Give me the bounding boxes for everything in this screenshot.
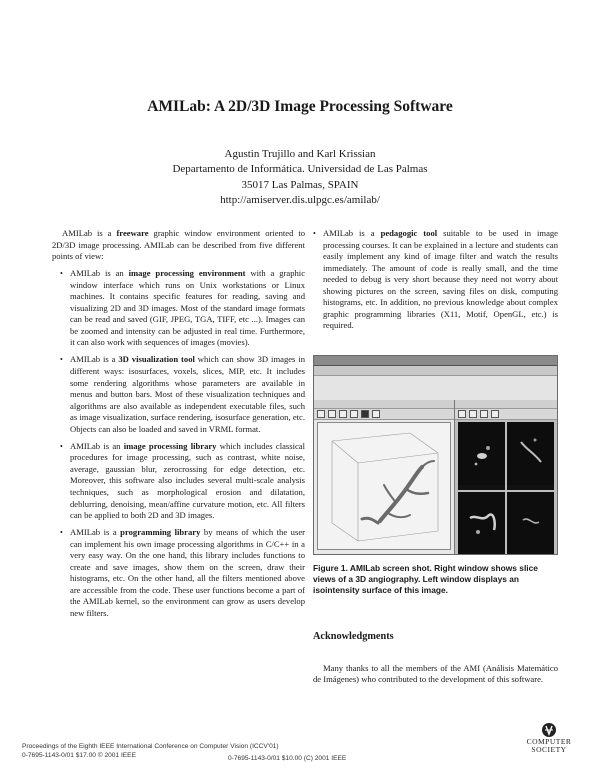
feature-list-continued bbox=[313, 228, 558, 332]
author-url[interactable]: http://amiserver.dis.ulpgc.es/amilab/ bbox=[220, 193, 380, 206]
list-item: • AMILab is a programming library by means of which the user can implement his own image processing algorithms in C/C++ in a very easy way. On the one hand, this library includes functions to create and save images, show them on the screen, draw their histograms, etc. On the other hand, all the filters mentioned above are accessible from the code. These user functions become a part of the AMILab kernel, so the environment can grow as users develop new filters. bbox=[60, 527, 305, 618]
slice-view-sagittal bbox=[507, 422, 554, 490]
bullet-icon: • bbox=[60, 528, 63, 538]
bullet-icon: • bbox=[60, 355, 63, 365]
intro-paragraph: AMILab is a freeware graphic window environment oriented to 2D/3D image processing. AMILab can be described from five different points of view: bbox=[52, 228, 306, 262]
logo-text-society: SOCIETY bbox=[531, 745, 567, 754]
list-item: • AMILab is an image processing library which includes classical procedures for image processing, such as contrast, white noise, average, gaussian blur, zerocrossing for edge detection, etc. Moreover, this software also includes several multi-scale analysis techniques, such as morphological erosion and dilatation, deblurring, denoising, mean/affine curvature motion, etc. All filters can be applied to both 2D and 3D images. bbox=[60, 440, 306, 521]
list-item: • AMILab is an image processing environment with a graphic window interface which runs on Unix workstations or Linux machines. It contains specific features for reading, saving and visualizing 2D and 3D images. Most of the standard image formats can be read and saved (GIF, JPEG, TGA, TIFF, etc ...). Images can be zoomed and intensity can be adjusted in real time. Furthermore, it can also work with sequences of images (movies). bbox=[60, 268, 306, 348]
computer-society-logo bbox=[518, 722, 580, 754]
author-department: Departamento de Informática. Universidad de Las Palmas bbox=[172, 163, 428, 176]
author-names: Agustin Trujillo and Karl Krissian bbox=[224, 148, 376, 160]
slice-view-axial bbox=[458, 422, 505, 490]
slice-view-mip bbox=[507, 492, 554, 555]
intro-bold: freeware bbox=[116, 228, 149, 238]
bullet-icon: • bbox=[313, 229, 316, 238]
window-titlebar bbox=[314, 356, 557, 366]
figure-screenshot bbox=[313, 355, 558, 555]
acknowledgments-heading: Acknowledgments bbox=[313, 631, 394, 642]
left-column bbox=[52, 228, 305, 620]
author-city: 35017 Las Palmas, SPAIN bbox=[241, 178, 359, 191]
window-menubar bbox=[314, 366, 557, 376]
author-block bbox=[0, 147, 600, 208]
ieee-cs-icon bbox=[541, 722, 557, 738]
window-info-area bbox=[314, 376, 557, 401]
slice-view-coronal bbox=[458, 492, 505, 555]
vessel-surface-image bbox=[318, 423, 450, 549]
slice-grid bbox=[458, 422, 554, 550]
right-column bbox=[313, 228, 558, 332]
footer-line1: Proceedings of the Eighth IEEE International Conference on Computer Vision (ICCV'01) bbox=[22, 743, 279, 750]
surface-view-window bbox=[314, 400, 455, 554]
acknowledgments-text: Many thanks to all the members of the AMI (Análisis Matemático de Imágenes) who contributed to the development of this software. bbox=[313, 662, 558, 685]
isosurface-render bbox=[317, 422, 451, 550]
bullet-icon: • bbox=[60, 269, 63, 279]
list-item: • AMILab is a 3D visualization tool which can show 3D images in different ways: isosurfaces, voxels, slices, MIP, etc. It includes some rendering algorithms whose parameters are available in menus and button bars. Most of these visualization techniques and algorithms are also available as independent executable files, such as image visualization, surface rendering, isosurface generation, etc. Objects can also be loaded and saved in VRML format. bbox=[60, 354, 306, 434]
feature-list bbox=[52, 268, 305, 619]
logo-text-computer: COMPUTER bbox=[526, 737, 572, 746]
footer-copyright: 0-7695-1143-0/01 $10.00 (C) 2001 IEEE bbox=[228, 755, 347, 762]
slice-view-window bbox=[455, 400, 557, 554]
figure-caption: Figure 1. AMILab screen shot. Right window shows slice views of a 3D angiography. Left window displays an isointensity surface of this image. bbox=[313, 563, 538, 595]
paper-title: AMILab: A 2D/3D Image Processing Software bbox=[147, 98, 453, 115]
bullet-icon: • bbox=[60, 441, 63, 451]
list-item: • AMILab is a pedagogic tool suitable to be used in image processing courses. It can be explained in a lecture and students can easily implement any kind of image filter and watch the results immediately. The amount of code is really small, and the time needed to debug is very short because they need not worry about showing pictures on the screen, saving files on disk, computing histograms, etc. In addition, no previous knowledge about complex graphic programming libraries (X11, Motif, OpenGL, etc.) is required. bbox=[313, 228, 558, 331]
footer-line2: 0-7695-1143-0/01 $17.00 © 2001 IEEE bbox=[22, 752, 136, 759]
